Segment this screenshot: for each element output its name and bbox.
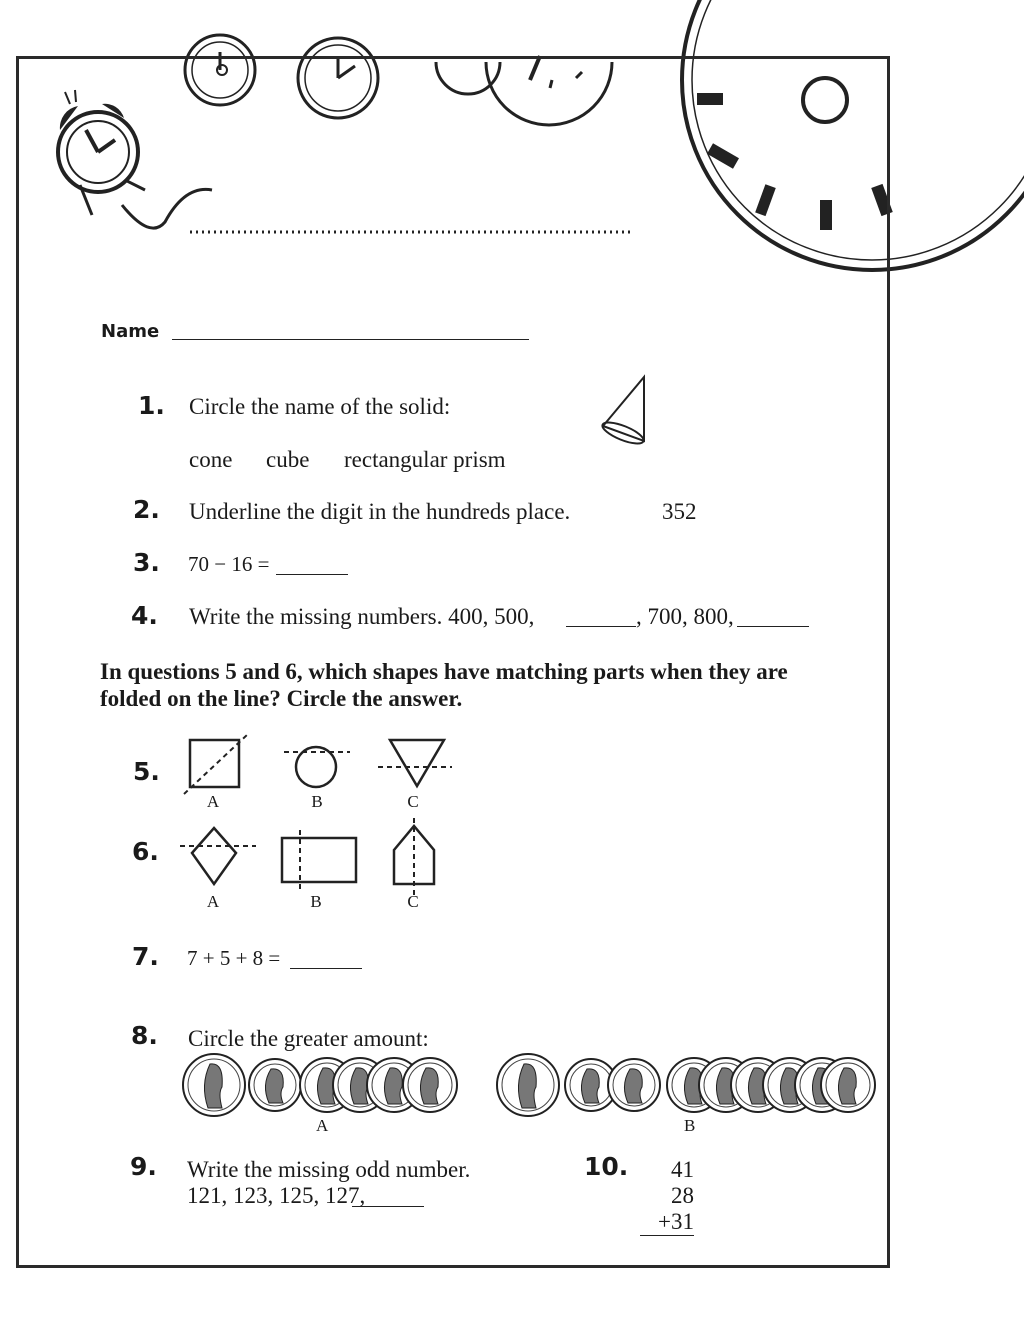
question-text: Circle the greater amount:	[188, 1026, 429, 1051]
question-text: Write the missing odd number.	[187, 1157, 471, 1182]
choice-label-b[interactable]: B	[311, 792, 323, 811]
question-text: Circle the name of the solid:	[189, 394, 451, 419]
circle-with-line-icon	[284, 747, 350, 787]
question-number: 2.	[133, 495, 160, 524]
name-label: Name	[101, 321, 160, 342]
choice-label-c[interactable]: C	[407, 792, 419, 811]
addition-problem	[640, 1157, 694, 1236]
question-text-middle: , 700, 800,	[636, 604, 734, 629]
instruction-line-2: folded on the line? Circle the answer.	[100, 686, 463, 711]
question-number: 4.	[131, 601, 158, 630]
quarter-coin-icon	[497, 1054, 559, 1116]
answer-line[interactable]	[352, 1206, 424, 1207]
choice-label-a[interactable]: A	[206, 892, 220, 911]
question-number: 6.	[132, 837, 159, 866]
instruction-line-1: In questions 5 and 6, which shapes have matching parts when they are	[100, 659, 788, 684]
addend: 41	[671, 1157, 694, 1182]
choice-label-c[interactable]: C	[407, 892, 419, 911]
choice-label-b[interactable]: B	[684, 1116, 696, 1135]
q5-shapes	[180, 730, 460, 800]
quarter-coin-icon	[183, 1054, 245, 1116]
question-text: 7 + 5 + 8 =	[187, 946, 281, 970]
question-text: Underline the digit in the hundreds place.	[189, 499, 571, 524]
choice-label-b[interactable]: B	[310, 892, 322, 911]
question-number: 10.	[584, 1152, 629, 1181]
question-number: 1.	[138, 391, 165, 420]
diamond-with-line-icon	[180, 828, 256, 884]
option-cone[interactable]: cone	[189, 447, 233, 472]
choice-label-a[interactable]: A	[316, 1116, 329, 1135]
coin-groups	[178, 1052, 878, 1118]
question-number: 3.	[133, 548, 160, 577]
option-rectangular-prism[interactable]: rectangular prism	[344, 447, 506, 472]
penny-coin-icon	[403, 1058, 457, 1112]
choice-label-a[interactable]: A	[206, 792, 220, 811]
number-sequence: 121, 123, 125, 127,	[187, 1183, 366, 1208]
pentagon-with-line-icon	[394, 818, 434, 896]
addend: +31	[640, 1209, 694, 1236]
rectangle-with-line-icon	[282, 830, 356, 892]
cone-icon	[598, 374, 654, 446]
name-input-line[interactable]	[172, 339, 529, 340]
nickel-coin-icon	[608, 1059, 660, 1111]
answer-line[interactable]	[276, 574, 348, 575]
q6-shapes	[178, 818, 448, 898]
penny-coin-icon	[821, 1058, 875, 1112]
answer-line[interactable]	[290, 968, 362, 969]
answer-line[interactable]	[737, 626, 809, 627]
question-number: 9.	[130, 1152, 157, 1181]
number-value[interactable]: 352	[662, 499, 697, 524]
square-with-diagonal-icon	[184, 734, 248, 794]
question-number: 7.	[132, 942, 159, 971]
question-number: 8.	[131, 1021, 158, 1050]
question-text: 70 − 16 =	[188, 552, 270, 576]
addend: 28	[671, 1183, 694, 1208]
nickel-coin-icon	[249, 1059, 301, 1111]
answer-line[interactable]	[566, 626, 636, 627]
question-text: Write the missing numbers. 400, 500,	[189, 604, 535, 629]
option-cube[interactable]: cube	[266, 447, 310, 472]
triangle-with-line-icon	[378, 740, 452, 786]
question-number: 5.	[133, 757, 160, 786]
